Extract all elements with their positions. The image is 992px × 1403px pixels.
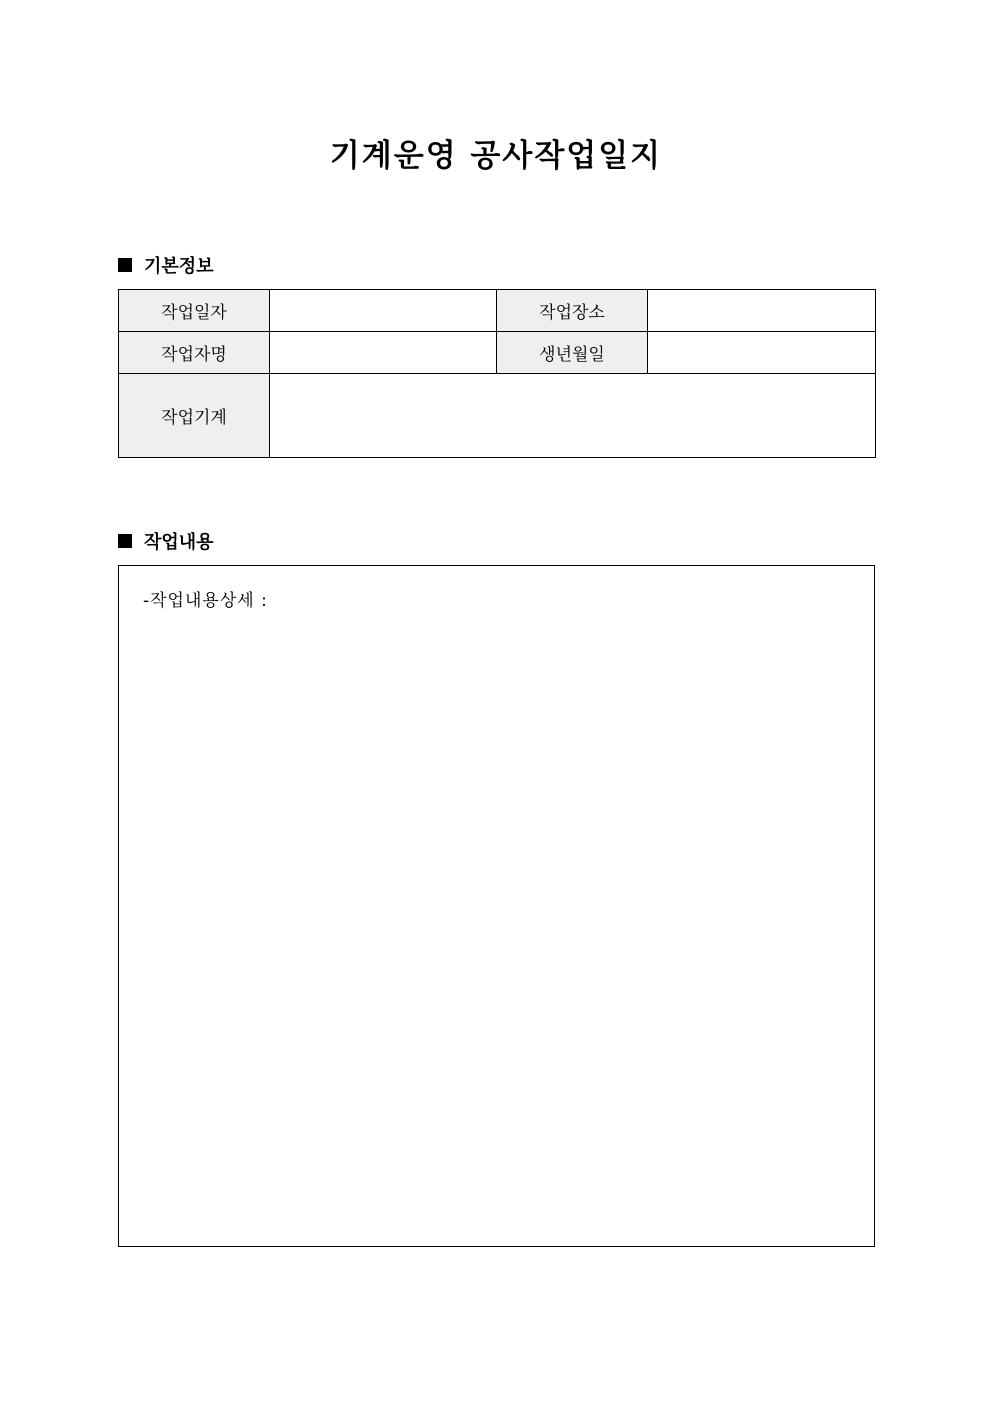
- section-heading-label: 기본정보: [144, 256, 214, 277]
- work-location-label: 작업장소: [497, 290, 648, 332]
- birth-date-field[interactable]: [648, 332, 876, 374]
- document-title: 기계운영 공사작업일지: [329, 138, 663, 174]
- section-heading-basic-info: [118, 252, 214, 278]
- work-machine-label: 작업기계: [119, 374, 270, 458]
- birth-date-label: 생년월일: [497, 332, 648, 374]
- worker-name-field[interactable]: [270, 332, 497, 374]
- table-row: [119, 374, 876, 458]
- work-location-field[interactable]: [648, 290, 876, 332]
- table-row: [119, 290, 876, 332]
- section-heading-work-content: [118, 528, 214, 554]
- basic-info-table: [118, 289, 876, 458]
- worker-name-label: 작업자명: [119, 332, 270, 374]
- work-detail-prompt: -작업내용상세 :: [143, 591, 268, 611]
- work-content-box[interactable]: [118, 565, 875, 1247]
- work-machine-field[interactable]: [270, 374, 876, 458]
- square-bullet-icon: [118, 258, 132, 272]
- square-bullet-icon: [118, 534, 132, 548]
- table-row: [119, 332, 876, 374]
- work-date-label: 작업일자: [119, 290, 270, 332]
- work-date-field[interactable]: [270, 290, 497, 332]
- section-heading-label: 작업내용: [144, 532, 214, 553]
